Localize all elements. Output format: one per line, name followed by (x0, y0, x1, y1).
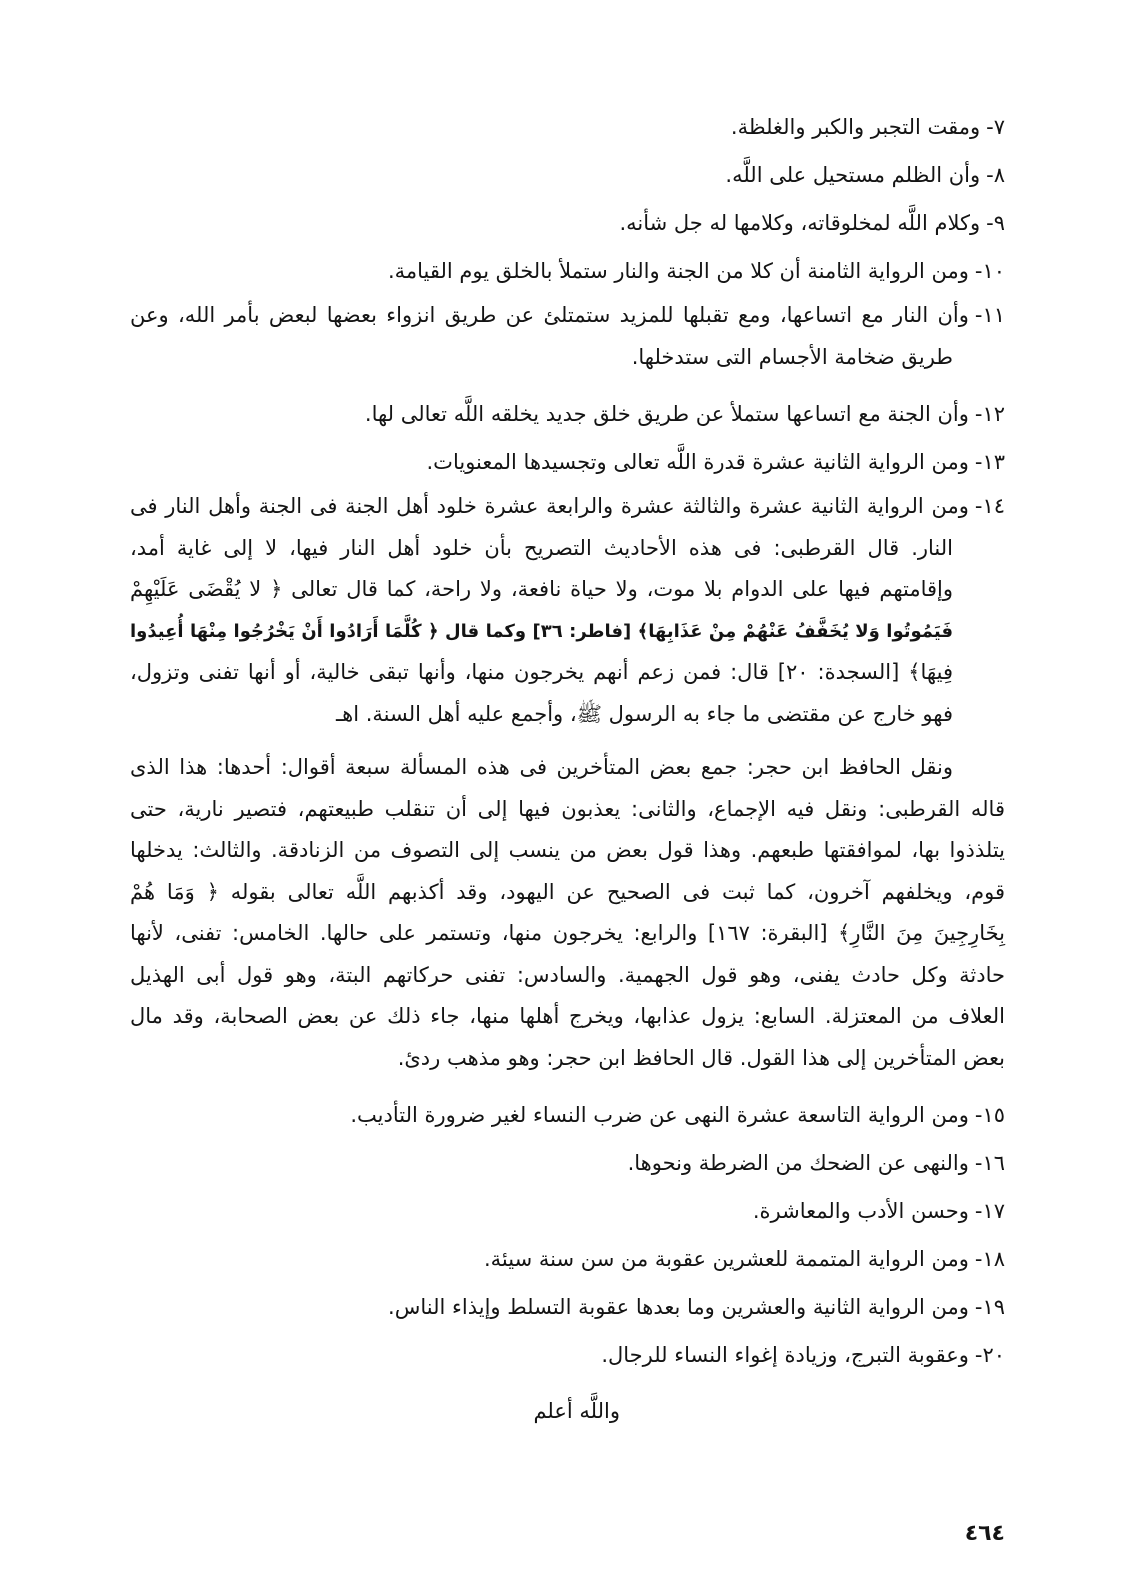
list-item (130, 438, 1005, 486)
item-number: ١٨- (974, 1247, 1005, 1271)
list-item (130, 247, 1005, 295)
item-number: ٧- (986, 115, 1005, 139)
item-text: وأن الظلم مستحيل على اللَّه. (725, 163, 981, 187)
paragraph-ibn-hajar (130, 747, 1005, 1079)
item-line (130, 295, 1005, 337)
paragraph-line: بِخَارِجِينَ مِنَ النَّارِ﴾ [البقرة: ١٦٧] والرابع: يخرجون منها، وتستمر على حالها. الخامس: تفنى، لأنها (130, 921, 1005, 945)
paragraph-line: ونقل الحافظ ابن حجر: جمع بعض المتأخرين فى هذه المسألة سبعة أقوال: أحدها: هذا الذى (130, 755, 953, 779)
item-number: ٨- (986, 163, 1005, 187)
item-text: ومن الرواية الثانية والعشرين وما بعدها عقوبة التسلط وإيذاء الناس. (388, 1295, 969, 1319)
list-item (130, 1331, 1005, 1379)
paragraph-line: بعض المتأخرين إلى هذا القول. قال الحافظ ابن حجر: وهو مذهب ردئ. (397, 1045, 1005, 1070)
item-line: فِيهَا﴾ [السجدة: ٢٠] قال: فمن زعم أنهم يخرجون منها، وأنها تبقى خالية، أو أنها تفنى وتزول، (130, 660, 953, 684)
item-text: ومن الرواية التاسعة عشرة النهى عن ضرب النساء لغير ضرورة التأديب. (350, 1103, 969, 1127)
item-line: فهو خارج عن مقتضى ما جاء به الرسول ﷺ، وأجمع عليه أهل السنة. اهـ (336, 701, 953, 726)
paragraph-line: قاله القرطبى: ونقل فيه الإجماع، والثانى: يعذبون فيها إلى أن تنقلب طبيعتهم، فتصير نارية، حتى (130, 796, 1005, 821)
list-item (130, 1235, 1005, 1283)
item-text: ومن الرواية الثامنة أن كلا من الجنة والنار ستملأ بالخلق يوم القيامة. (387, 259, 969, 283)
item-number: ٢٠- (974, 1343, 1005, 1367)
item-number: ١١- (974, 303, 1005, 327)
item-number: ١٥- (974, 1103, 1005, 1127)
item-text: وعقوبة التبرج، وزيادة إغواء النساء للرجال. (601, 1343, 969, 1367)
item-text: ومن الرواية المتممة للعشرين عقوبة من سن سنة سيئة. (483, 1247, 969, 1271)
item-text: ومن الرواية الثانية عشرة والثالثة عشرة والرابعة عشرة خلود أهل الجنة فى الجنة وأهل النار فى (130, 494, 969, 518)
list-item (130, 1091, 1005, 1139)
paragraph-line: قوم، ويخلفهم آخرون، كما ثبت فى الصحيح عن اليهود، وقد أكذبهم اللَّه تعالى بقوله ﴿ وَمَا هُمْ (130, 879, 1005, 904)
item-number: ١٦- (974, 1151, 1005, 1175)
item-text: وحسن الأدب والمعاشرة. (752, 1199, 969, 1223)
item-line: طريق ضخامة الأجسام التى ستدخلها. (631, 344, 953, 369)
item-text: ومن الرواية الثانية عشرة قدرة اللَّه تعالى وتجسيدها المعنويات. (426, 450, 969, 474)
item-text: وأن النار مع اتساعها، ومع تقبلها للمزيد ستمتلئ عن طريق انزواء بعضها لبعض بأمر الله، وعن (130, 303, 969, 327)
list-item (130, 103, 1005, 151)
closing-phrase: واللَّه أعلم (533, 1399, 620, 1423)
item-text: وكلام اللَّه لمخلوقاته، وكلامها له جل شأنه. (619, 211, 981, 235)
item-text: ومقت التجبر والكبر والغلظة. (730, 115, 981, 139)
list-item (130, 1139, 1005, 1187)
item-number: ١٠- (974, 259, 1005, 283)
item-number: ١٢- (974, 402, 1005, 426)
list-item-14 (130, 486, 1005, 735)
item-number: ١٤- (974, 494, 1005, 518)
item-line-quran: فَيَمُوتُوا وَلا يُخَفَّفُ عَنْهُمْ مِنْ عَذَابِهَا﴾ [فاطر: ٣٦] وكما قال ﴿ كُلَّمَا أَرَادُوا أَنْ يَخْرُجُوا مِنْهَا أُعِيدُوا (130, 620, 953, 642)
item-text: وأن الجنة مع اتساعها ستملأ عن طريق خلق جديد يخلقه اللَّه تعالى لها. (364, 402, 969, 426)
page-number: ٤٦٤ (964, 1521, 1005, 1546)
list-item (130, 151, 1005, 199)
list-item (130, 1283, 1005, 1331)
paragraph-line: العلاف من المعتزلة. السابع: يزول عذابها، ويخرج أهلها منها، جاء ذلك عن بعض الصحابة، وقد مال (130, 1004, 1005, 1028)
item-number: ١٧- (974, 1199, 1005, 1223)
item-number: ٩- (986, 211, 1005, 235)
list-item-11 (130, 295, 1005, 378)
item-number: ١٣- (974, 450, 1005, 474)
item-number: ١٩- (974, 1295, 1005, 1319)
item-line: وإقامتهم فيها على الدوام بلا موت، ولا حياة نافعة، ولا راحة، كما قال تعالى ﴿ لا يُقْضَى عَلَيْهِمْ (130, 577, 953, 601)
list-item (130, 390, 1005, 438)
list-item (130, 1187, 1005, 1235)
document-page (130, 103, 1005, 1546)
paragraph-line: حادثة وكل حادث يفنى، وهو قول الجهمية. والسادس: تفنى حركاتهم البتة، وهو قول أبى الهذيل (130, 962, 1005, 987)
item-line: النار. قال القرطبى: فى هذه الأحاديث التصريح بأن خلود أهل النار فيها، لا إلى غاية أمد، (130, 535, 953, 560)
item-line (130, 486, 1005, 528)
item-text: والنهى عن الضحك من الضرطة ونحوها. (627, 1151, 969, 1175)
paragraph-line: يتلذذوا بها، لموافقتها طبعهم. وهذا قول بعض من ينسب إلى التصوف من الزنادقة. والثالث: يدخلها (130, 838, 1005, 862)
list-item (130, 199, 1005, 247)
